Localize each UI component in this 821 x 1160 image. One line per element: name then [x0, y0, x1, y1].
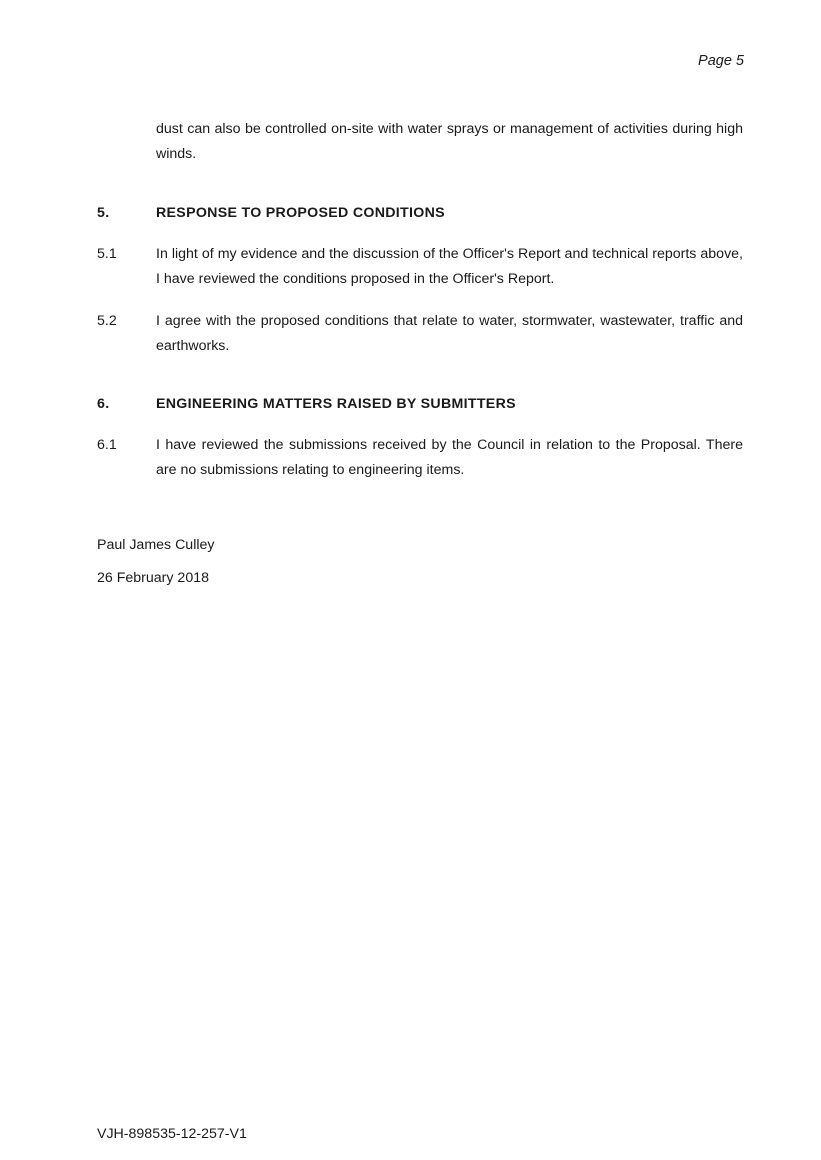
continued-paragraph: dust can also be controlled on-site with water sprays or management of activities during high winds. — [156, 121, 743, 162]
paragraph-number: 6.1 — [97, 437, 117, 453]
section-title: RESPONSE TO PROPOSED CONDITIONS — [156, 205, 445, 221]
paragraph-text: I have reviewed the submissions received by the Council in relation to the Proposal. There are no submissions relating to engineering items. — [156, 437, 743, 478]
section-number: 5. — [97, 205, 110, 221]
section-number: 6. — [97, 396, 110, 412]
paragraph-number: 5.1 — [97, 246, 117, 262]
section-title: ENGINEERING MATTERS RAISED BY SUBMITTERS — [156, 396, 516, 412]
document-reference: VJH-898535-12-257-V1 — [97, 1126, 247, 1142]
signatory-name: Paul James Culley — [97, 537, 215, 553]
paragraph-text: I agree with the proposed conditions that relate to water, stormwater, wastewater, traffic and earthworks. — [156, 313, 743, 354]
page-number: Page 5 — [698, 53, 744, 69]
paragraph-text: In light of my evidence and the discussion of the Officer's Report and technical reports above, I have reviewed the conditions proposed in the Officer's Report. — [156, 246, 743, 287]
paragraph-5-2 — [97, 309, 743, 359]
signature-date: 26 February 2018 — [97, 570, 209, 586]
paragraph-number: 5.2 — [97, 313, 117, 329]
paragraph-6-1 — [97, 433, 743, 483]
paragraph-5-1 — [97, 242, 743, 292]
